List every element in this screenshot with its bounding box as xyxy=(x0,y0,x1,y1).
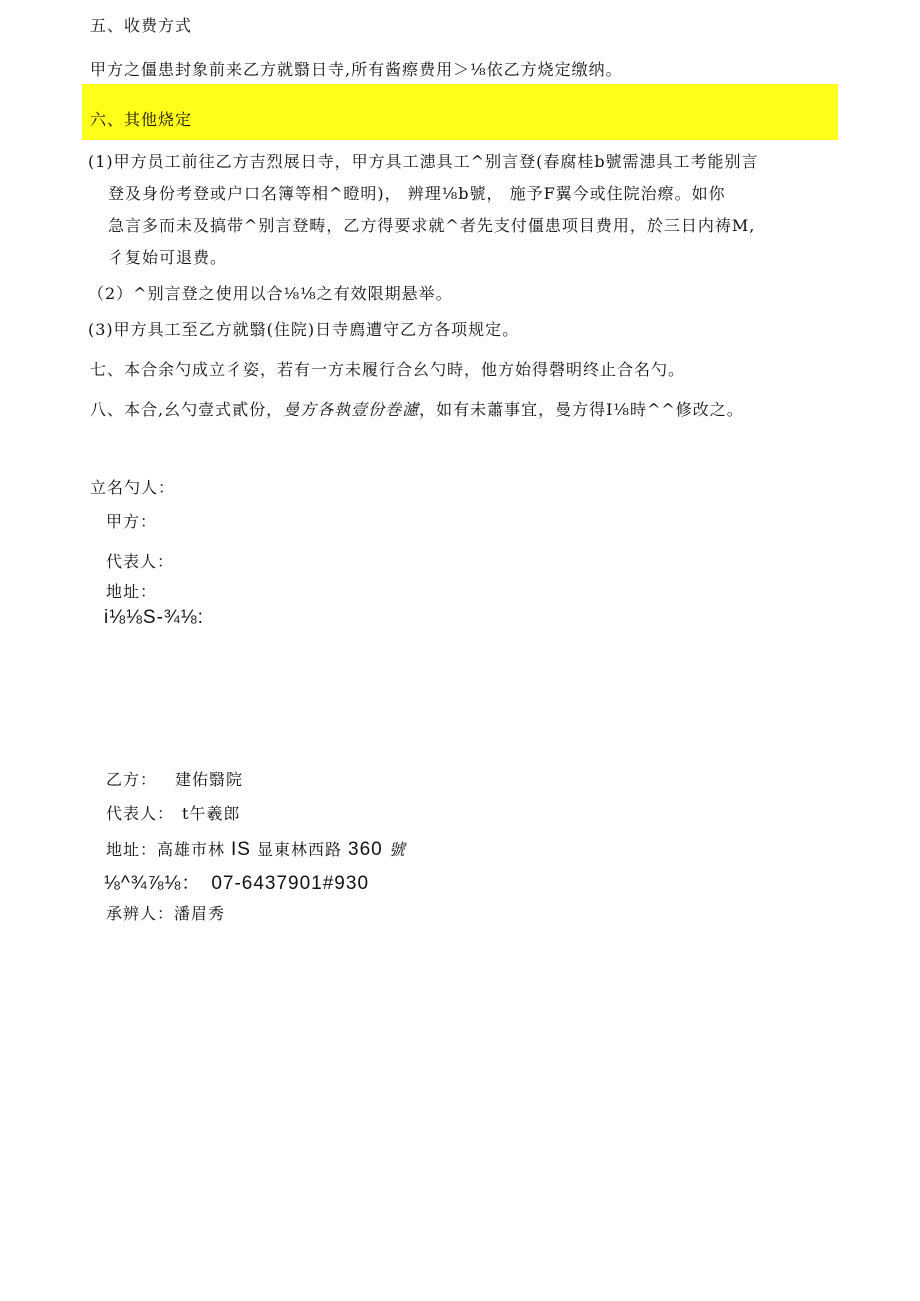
party-b-line xyxy=(106,770,243,790)
party-b-handler-name: 潘眉秀 xyxy=(174,904,226,923)
party-b-phone-label: ⅛^¾⅞⅛： xyxy=(104,873,202,894)
party-b-addr-c: 显東林西路 xyxy=(256,840,342,859)
section-6-heading: 六、其他烧定 xyxy=(90,110,193,129)
party-b-phone: 07-6437901#930 xyxy=(211,873,370,894)
signatories-intro: 立名勺人： xyxy=(90,478,176,497)
section-8 xyxy=(90,400,744,420)
item-2: （2）^别言登之使用以合⅛⅛之有效限期悬举。 xyxy=(88,284,453,303)
party-b-addr-b: IS xyxy=(231,839,251,860)
item-3: (3)甲方具工至乙方就翳(住院)日寺廌遭守乙方各项规定。 xyxy=(88,320,520,339)
party-b-addr-a: 高雄市林 xyxy=(157,840,226,859)
party-a-rep-label: 代表人： xyxy=(106,552,175,571)
section-8-part-c: ，如有未蕭事宜，曼方得I⅛時^^修改之。 xyxy=(419,400,744,419)
party-b-addr-line xyxy=(106,840,406,860)
item-1-line-2: 登及身份考登或户口名簿等相^瞪明)， 辨理⅛b號， 施予F翼今或住院治瘵。如你 xyxy=(108,184,726,203)
section-5-body: 甲方之僵患封象前来乙方就翳日寺,所有酱瘵费用＞⅛依乙方烧定缴纳。 xyxy=(90,60,623,79)
party-b-label: 乙方： xyxy=(106,770,158,789)
item-1-line-3: 急言多而未及搞带^别言登畴，乙方得要求就^者先支付僵患项目费用，於三日内祷M, xyxy=(108,216,756,235)
party-a-addr-label: 地址： xyxy=(106,582,158,601)
section-8-part-a: 八、本合,幺勺壹式貳份， xyxy=(90,400,284,419)
party-b-addr-d: 360 xyxy=(348,839,383,860)
section-5-heading: 五、收费方式 xyxy=(90,16,193,35)
party-b-phone-line xyxy=(104,874,369,894)
party-a-phone-label: i⅛⅛S-¾⅛: xyxy=(104,607,204,628)
item-1-line-4: 彳复始可退费。 xyxy=(108,248,228,267)
party-b-rep-line xyxy=(106,804,240,824)
party-b-addr-label: 地址： xyxy=(106,840,158,859)
section-7: 七、本合余勺成立彳姿，若有一方未履行合幺勺時，他方始得磬明终止合名勺。 xyxy=(90,360,686,379)
party-b-addr-e: 號 xyxy=(388,840,406,859)
item-1-line-1: (1)甲方员工前往乙方吉烈展日寺，甲方具工漶具工^别言登(春腐桂b號需漶具工考能别言 xyxy=(88,152,759,171)
party-b-rep-name: t午羲郎 xyxy=(182,804,241,823)
party-b-name: 建佑翳院 xyxy=(175,770,244,789)
party-b-handler-line xyxy=(106,904,225,924)
section-6-highlight xyxy=(82,84,838,140)
party-b-handler-label: 承辨人： xyxy=(106,904,175,923)
party-b-rep-label: 代表人： xyxy=(106,804,175,823)
section-8-part-b: 曼方各執壹份巻濾 xyxy=(283,400,420,419)
party-a-label: 甲方： xyxy=(106,512,158,531)
